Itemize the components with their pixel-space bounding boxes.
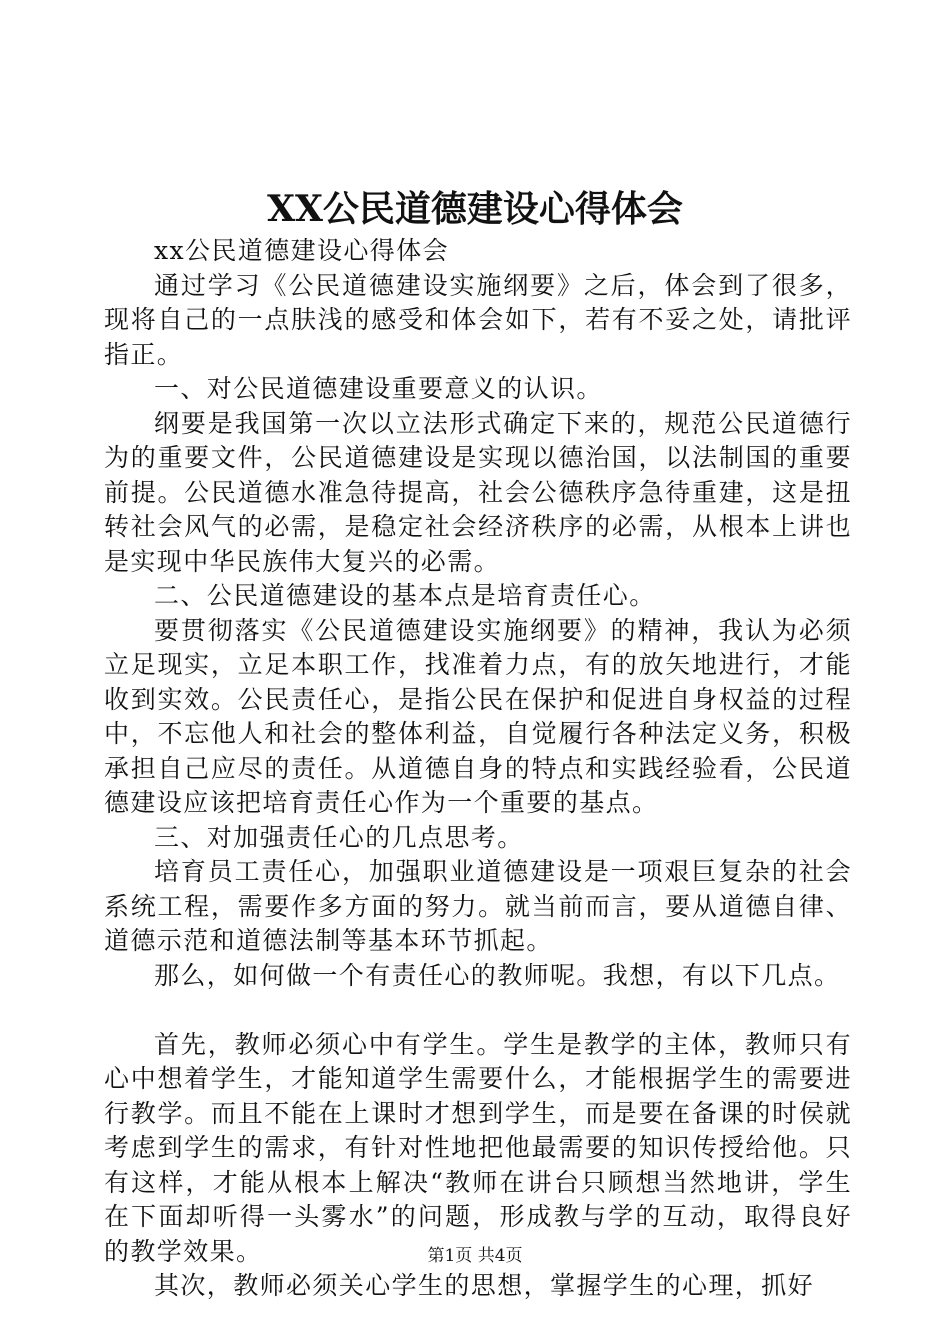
paragraph-section-2: 要贯彻落实《公民道德建设实施纲要》的精神，我认为必须立足现实，立足本职工作，找准着力点，有的放矢地进行，才能收到实效。公民责任心，是指公民在保护和促进自身权益的过程中，不忘他人和社会的整体利益，自觉履行各种法定义务，积极承担自己应尽的责任。从道德自身的特点和实践经验看，公民道德建设应该把培育责任心作为一个重要的基点。 [104,615,852,817]
section-heading-3: 三、对加强责任心的几点思考。 [154,822,524,852]
page-footer: 第1页 共4页 [427,1246,523,1266]
paragraph-intro: 通过学习《公民道德建设实施纲要》之后，体会到了很多，现将自己的一点肤浅的感受和体会如下，若有不妥之处，请批评指正。 [104,270,852,369]
paragraph-section-1: 纲要是我国第一次以立法形式确定下来的，规范公民道德行为的重要文件，公民道德建设是实现以德治国，以法制国的重要前提。公民道德水准急待提高，社会公德秩序急待重建，这是扭转社会风气的必需，是稳定社会经济秩序的必需，从根本上讲也是实现中华民族伟大复兴的必需。 [104,408,852,576]
section-heading-2: 二、公民道德建设的基本点是培育责任心。 [154,581,656,610]
paragraph-subtitle: xx公民道德建设心得体会 [154,236,449,265]
paragraph-first-point: 首先，教师必须心中有学生。学生是教学的主体，教师只有心中想着学生，才能知道学生需要什么，才能根据学生的需要进行教学。而且不能在上课时才想到学生，而是要在备课的时侯就考虑到学生的需求，有针对性地把他最需要的知识传授给他。只有这样，才能从根本上解决“教师在讲台只顾想当然地讲，学生在下面却听得一头雾水”的问题，形成教与学的互动，取得良好的教学效果。 [104,1029,852,1266]
section-heading-1: 一、对公民道德建设重要意义的认识。 [154,374,603,403]
document-body [104,234,852,1304]
paragraph-second-point: 其次，教师必须关心学生的思想，掌握学生的心理，抓好 [154,1271,815,1300]
document-title: XX公民道德建设心得体会 [267,188,683,230]
paragraph-question: 那么，如何做一个有责任心的教师呢。我想，有以下几点。 [154,960,841,990]
paragraph-section-3: 培育员工责任心，加强职业道德建设是一项艰巨复杂的社会系统工程，需要作多方面的努力。就当前而言，要从道德自律、道德示范和道德法制等基本环节抓起。 [104,857,852,955]
